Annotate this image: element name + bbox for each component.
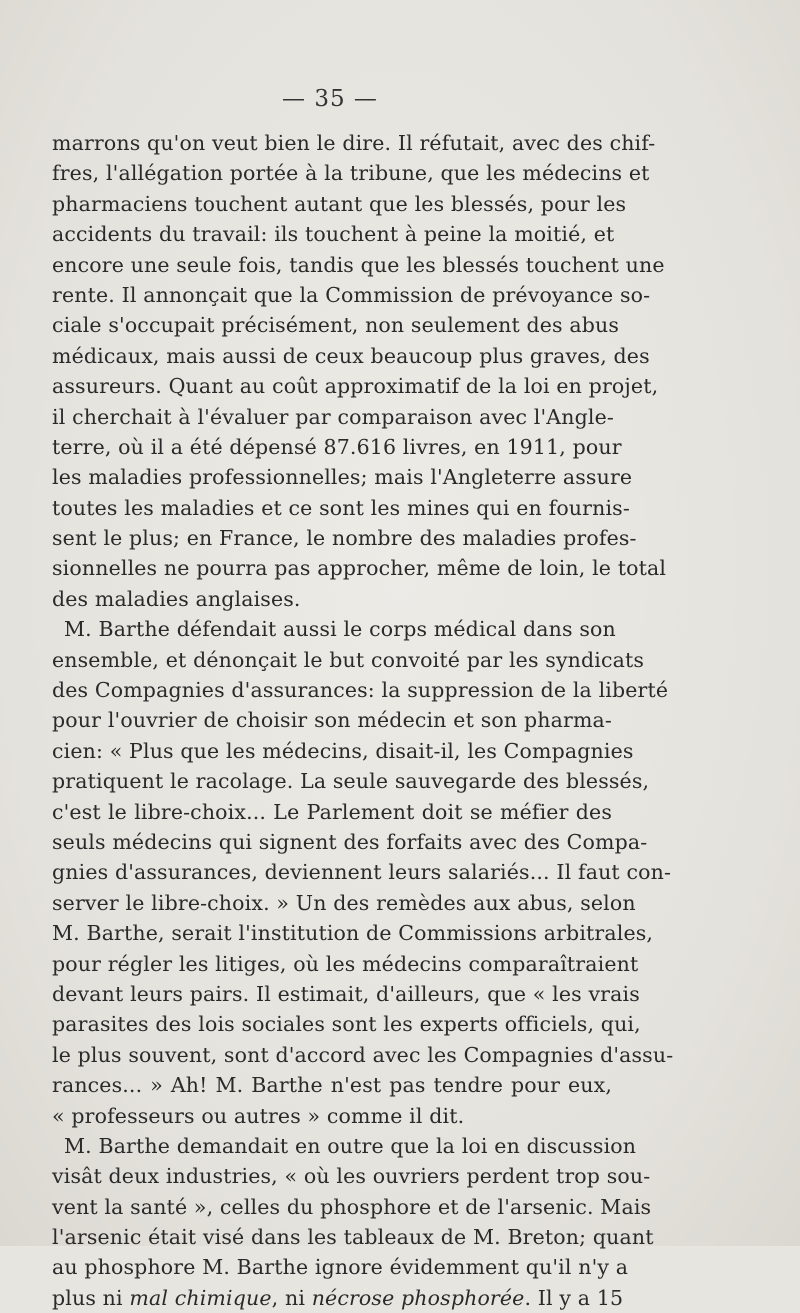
- text-line: M. Barthe, serait l'institution de Commissions arbitrales,: [52, 921, 654, 946]
- italic-term: mal chimique: [129, 1285, 272, 1310]
- page-number: — 35 —: [282, 86, 378, 112]
- text-line: M. Barthe défendait aussi le corps médical dans son: [64, 617, 616, 642]
- text-line: pour l'ouvrier de choisir son médecin et son pharma-: [52, 708, 612, 733]
- text-segment: . Il y a 15: [524, 1285, 624, 1310]
- text-line: au phosphore M. Barthe ignore évidemment qu'il n'y a: [52, 1255, 629, 1280]
- text-line: visât deux industries, « où les ouvriers perdent trop sou-: [52, 1164, 651, 1189]
- text-line: « professeurs ou autres » comme il dit.: [52, 1103, 465, 1128]
- text-segment: plus ni: [52, 1285, 130, 1310]
- text-line: parasites des lois sociales sont les experts officiels, qui,: [52, 1012, 641, 1037]
- text-line: pratiquent le racolage. La seule sauvegarde des blessés,: [52, 769, 650, 794]
- text-line: ciale s'occupait précisément, non seulement des abus: [52, 313, 620, 338]
- text-line: marrons qu'on veut bien le dire. Il réfutait, avec des chif-: [52, 131, 656, 155]
- text-line: pharmaciens touchent autant que les blessés, pour les: [52, 191, 627, 216]
- text-line: médicaux, mais aussi de ceux beaucoup plus graves, des: [52, 343, 650, 368]
- text-line: ensemble, et dénonçait le but convoité par les syndicats: [52, 647, 645, 672]
- text-line: rances... » Ah! M. Barthe n'est pas tendre pour eux,: [52, 1073, 612, 1098]
- text-line: server le libre-choix. » Un des remèdes aux abus, selon: [52, 890, 636, 915]
- text-line: pour régler les litiges, où les médecins comparaîtraient: [52, 951, 639, 976]
- text-line: assureurs. Quant au coût approximatif de la loi en projet,: [52, 374, 659, 399]
- text-line: des Compagnies d'assurances: la suppression de la liberté: [52, 678, 669, 703]
- text-line: sent le plus; en France, le nombre des maladies profes-: [52, 526, 637, 551]
- text-line: gnies d'assurances, deviennent leurs salariés... Il faut con-: [52, 860, 672, 885]
- text-line: seuls médecins qui signent des forfaits avec des Compa-: [52, 829, 648, 854]
- text-line: cien: « Plus que les médecins, disait-il, les Compagnies: [52, 738, 634, 763]
- text-line: c'est le libre-choix... Le Parlement doit se méfier des: [52, 799, 612, 824]
- text-line: rente. Il annonçait que la Commission de prévoyance so-: [52, 282, 651, 307]
- text-line: accidents du travail: ils touchent à peine la moitié, et: [52, 222, 615, 247]
- text-line: il cherchait à l'évaluer par comparaison avec l'Angle-: [52, 404, 614, 429]
- text-line: les maladies professionnelles; mais l'Angleterre assure: [52, 465, 633, 490]
- text-line: l'arsenic était visé dans les tableaux de M. Breton; quant: [52, 1225, 654, 1250]
- text-line: terre, où il a été dépensé 87.616 livres, en 1911, pour: [52, 434, 622, 459]
- italic-term: nécrose phosphorée: [311, 1285, 525, 1310]
- text-line: le plus souvent, sont d'accord avec les Compagnies d'assu-: [52, 1042, 674, 1067]
- text-line: M. Barthe demandait en outre que la loi en discussion: [64, 1133, 637, 1158]
- text-line: devant leurs pairs. Il estimait, d'ailleurs, que « les vrais: [52, 981, 640, 1006]
- text-segment: , ni: [271, 1285, 312, 1310]
- text-line: sionnelles ne pourra pas approcher, même de loin, le total: [52, 556, 667, 581]
- text-line-final: [52, 1283, 624, 1313]
- text-line: toutes les maladies et ce sont les mines qui en fournis-: [52, 495, 630, 520]
- text-line: des maladies anglaises.: [52, 586, 301, 611]
- body-text: [52, 128, 674, 1313]
- text-line: vent la santé », celles du phosphore et de l'arsenic. Mais: [52, 1194, 652, 1219]
- text-line: encore une seule fois, tandis que les blessés touchent une: [52, 252, 665, 277]
- text-line: fres, l'allégation portée à la tribune, que les médecins et: [52, 161, 650, 186]
